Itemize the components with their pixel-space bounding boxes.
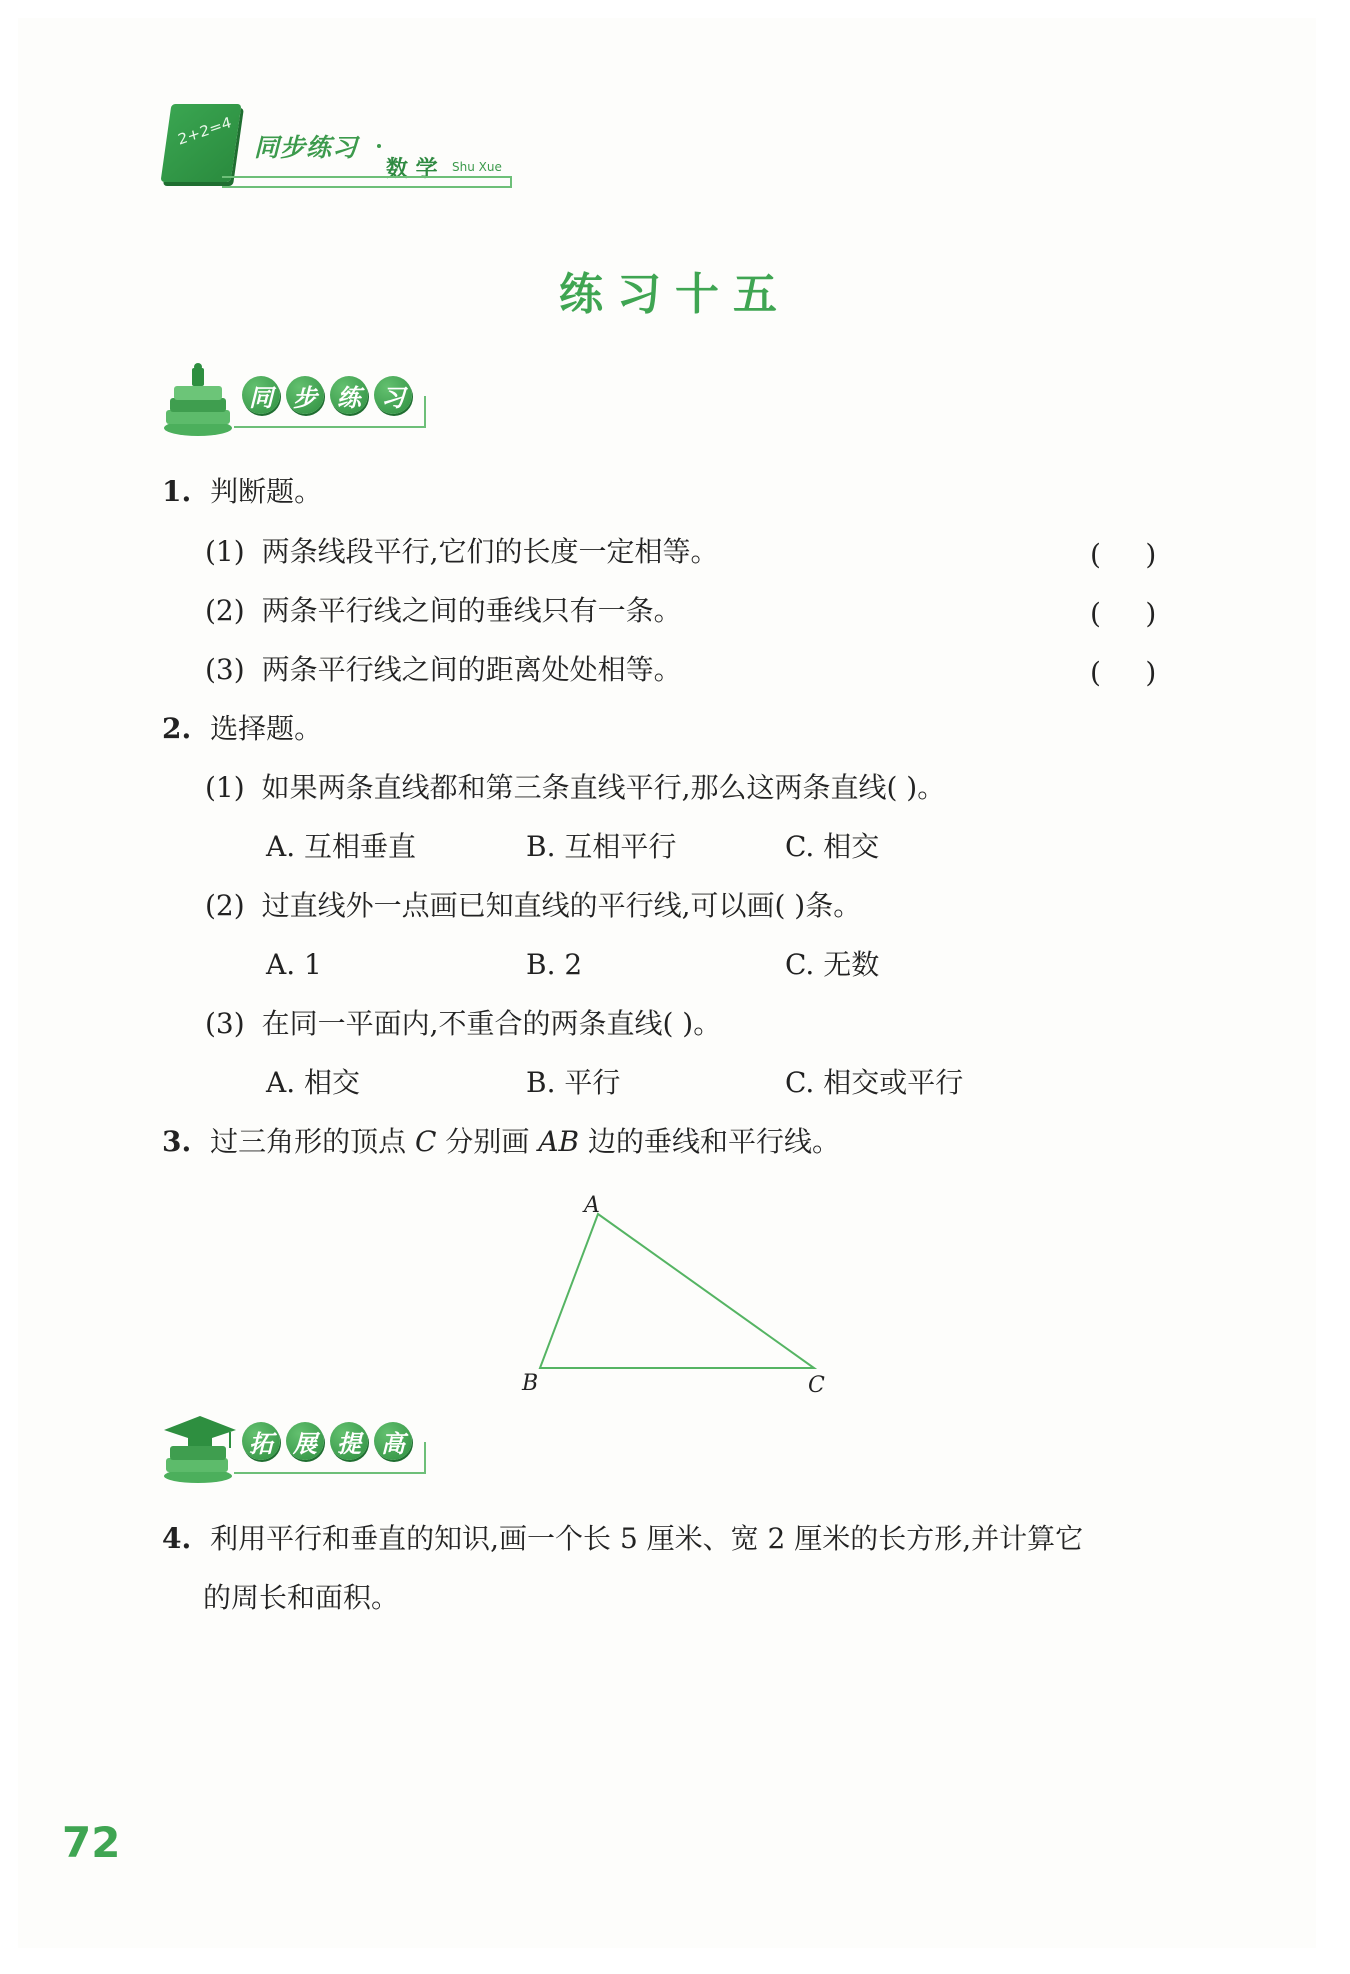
item-label: (1) <box>205 771 245 804</box>
vertex-c-label: C <box>808 1373 825 1398</box>
header-rule <box>222 176 512 188</box>
section-chip: 展 <box>286 1422 324 1460</box>
option-c[interactable]: C. 相交或平行 <box>785 1066 964 1099</box>
triangle-abc <box>540 1214 814 1368</box>
chalkboard-text: 2+2=4 <box>176 113 234 149</box>
option-a[interactable]: A. 互相垂直 <box>266 830 417 863</box>
q2-item-2 <box>205 889 862 922</box>
q1-item-1 <box>205 535 719 568</box>
question-number: 1. <box>162 475 192 508</box>
side-ab-label: AB <box>538 1125 580 1158</box>
section-chip: 高 <box>374 1422 412 1460</box>
item-text: 两条平行线之间的距离处处相等。 <box>261 653 682 686</box>
item-text: 两条平行线之间的垂线只有一条。 <box>261 594 682 627</box>
q1-item-2 <box>205 594 682 627</box>
header-badge <box>162 102 512 192</box>
item-text: 过直线外一点画已知直线的平行线,可以画( )条。 <box>261 889 862 922</box>
q1-item-3 <box>205 653 682 686</box>
section-title-extension <box>242 1422 412 1460</box>
question-text: 利用平行和垂直的知识,画一个长 5 厘米、宽 2 厘米的长方形,并计算它 <box>210 1522 1084 1555</box>
question-number: 4. <box>162 1522 192 1555</box>
section-title-practice <box>242 376 412 414</box>
header-subject: 数 学 <box>386 157 438 182</box>
answer-blank[interactable]: ( ) <box>1090 656 1157 689</box>
item-text: 如果两条直线都和第三条直线平行,那么这两条直线( )。 <box>261 771 946 804</box>
question-2 <box>162 712 323 745</box>
q2-item-1 <box>205 771 946 804</box>
question-4-continuation: 的周长和面积。 <box>203 1581 400 1614</box>
header-pinyin: Shu Xue <box>452 160 502 174</box>
vertex-c-label: C <box>415 1125 437 1158</box>
question-4 <box>162 1522 1084 1555</box>
option-c[interactable]: C. 相交 <box>785 830 880 863</box>
item-label: (2) <box>205 889 245 922</box>
text-part: 分别画 <box>436 1125 539 1158</box>
text-part: 边的垂线和平行线。 <box>579 1125 840 1158</box>
chalkboard-icon <box>161 104 242 182</box>
section-chip: 练 <box>330 376 368 414</box>
item-label: (3) <box>205 1007 245 1040</box>
option-a[interactable]: A. 1 <box>266 948 322 981</box>
section-header-practice <box>158 362 438 442</box>
question-number: 3. <box>162 1125 192 1158</box>
answer-blank[interactable]: ( ) <box>1090 538 1157 571</box>
books-lamp-icon <box>158 362 238 442</box>
section-header-extension <box>158 1408 438 1488</box>
lesson-title: 练习十五 <box>559 269 791 320</box>
page-number: 72 <box>62 1818 121 1867</box>
section-chip: 习 <box>374 376 412 414</box>
item-text: 在同一平面内,不重合的两条直线( )。 <box>261 1007 722 1040</box>
section-chip: 拓 <box>242 1422 280 1460</box>
question-text: 判断题。 <box>210 475 323 508</box>
q2-item-3 <box>205 1007 722 1040</box>
vertex-a-label: A <box>584 1193 600 1218</box>
item-label: (1) <box>205 535 245 568</box>
section-chip: 步 <box>286 376 324 414</box>
option-b[interactable]: B. 2 <box>526 948 583 981</box>
question-text <box>210 1125 840 1158</box>
answer-blank[interactable]: ( ) <box>1090 597 1157 630</box>
option-b[interactable]: B. 平行 <box>526 1066 621 1099</box>
item-text: 两条线段平行,它们的长度一定相等。 <box>261 535 719 568</box>
section-chip: 同 <box>242 376 280 414</box>
option-b[interactable]: B. 互相平行 <box>526 830 677 863</box>
question-3 <box>162 1125 840 1158</box>
option-a[interactable]: A. 相交 <box>266 1066 361 1099</box>
header-dot <box>377 144 381 148</box>
item-label: (2) <box>205 594 245 627</box>
text-part: 过三角形的顶点 <box>210 1125 416 1158</box>
item-label: (3) <box>205 653 245 686</box>
vertex-b-label: B <box>522 1371 539 1396</box>
option-c[interactable]: C. 无数 <box>785 948 880 981</box>
triangle-figure <box>500 1190 860 1400</box>
question-number: 2. <box>162 712 192 745</box>
books-cap-icon <box>158 1408 238 1488</box>
header-title: 同步练习 <box>254 133 359 162</box>
question-text: 选择题。 <box>210 712 323 745</box>
question-1 <box>162 475 323 508</box>
section-chip: 提 <box>330 1422 368 1460</box>
